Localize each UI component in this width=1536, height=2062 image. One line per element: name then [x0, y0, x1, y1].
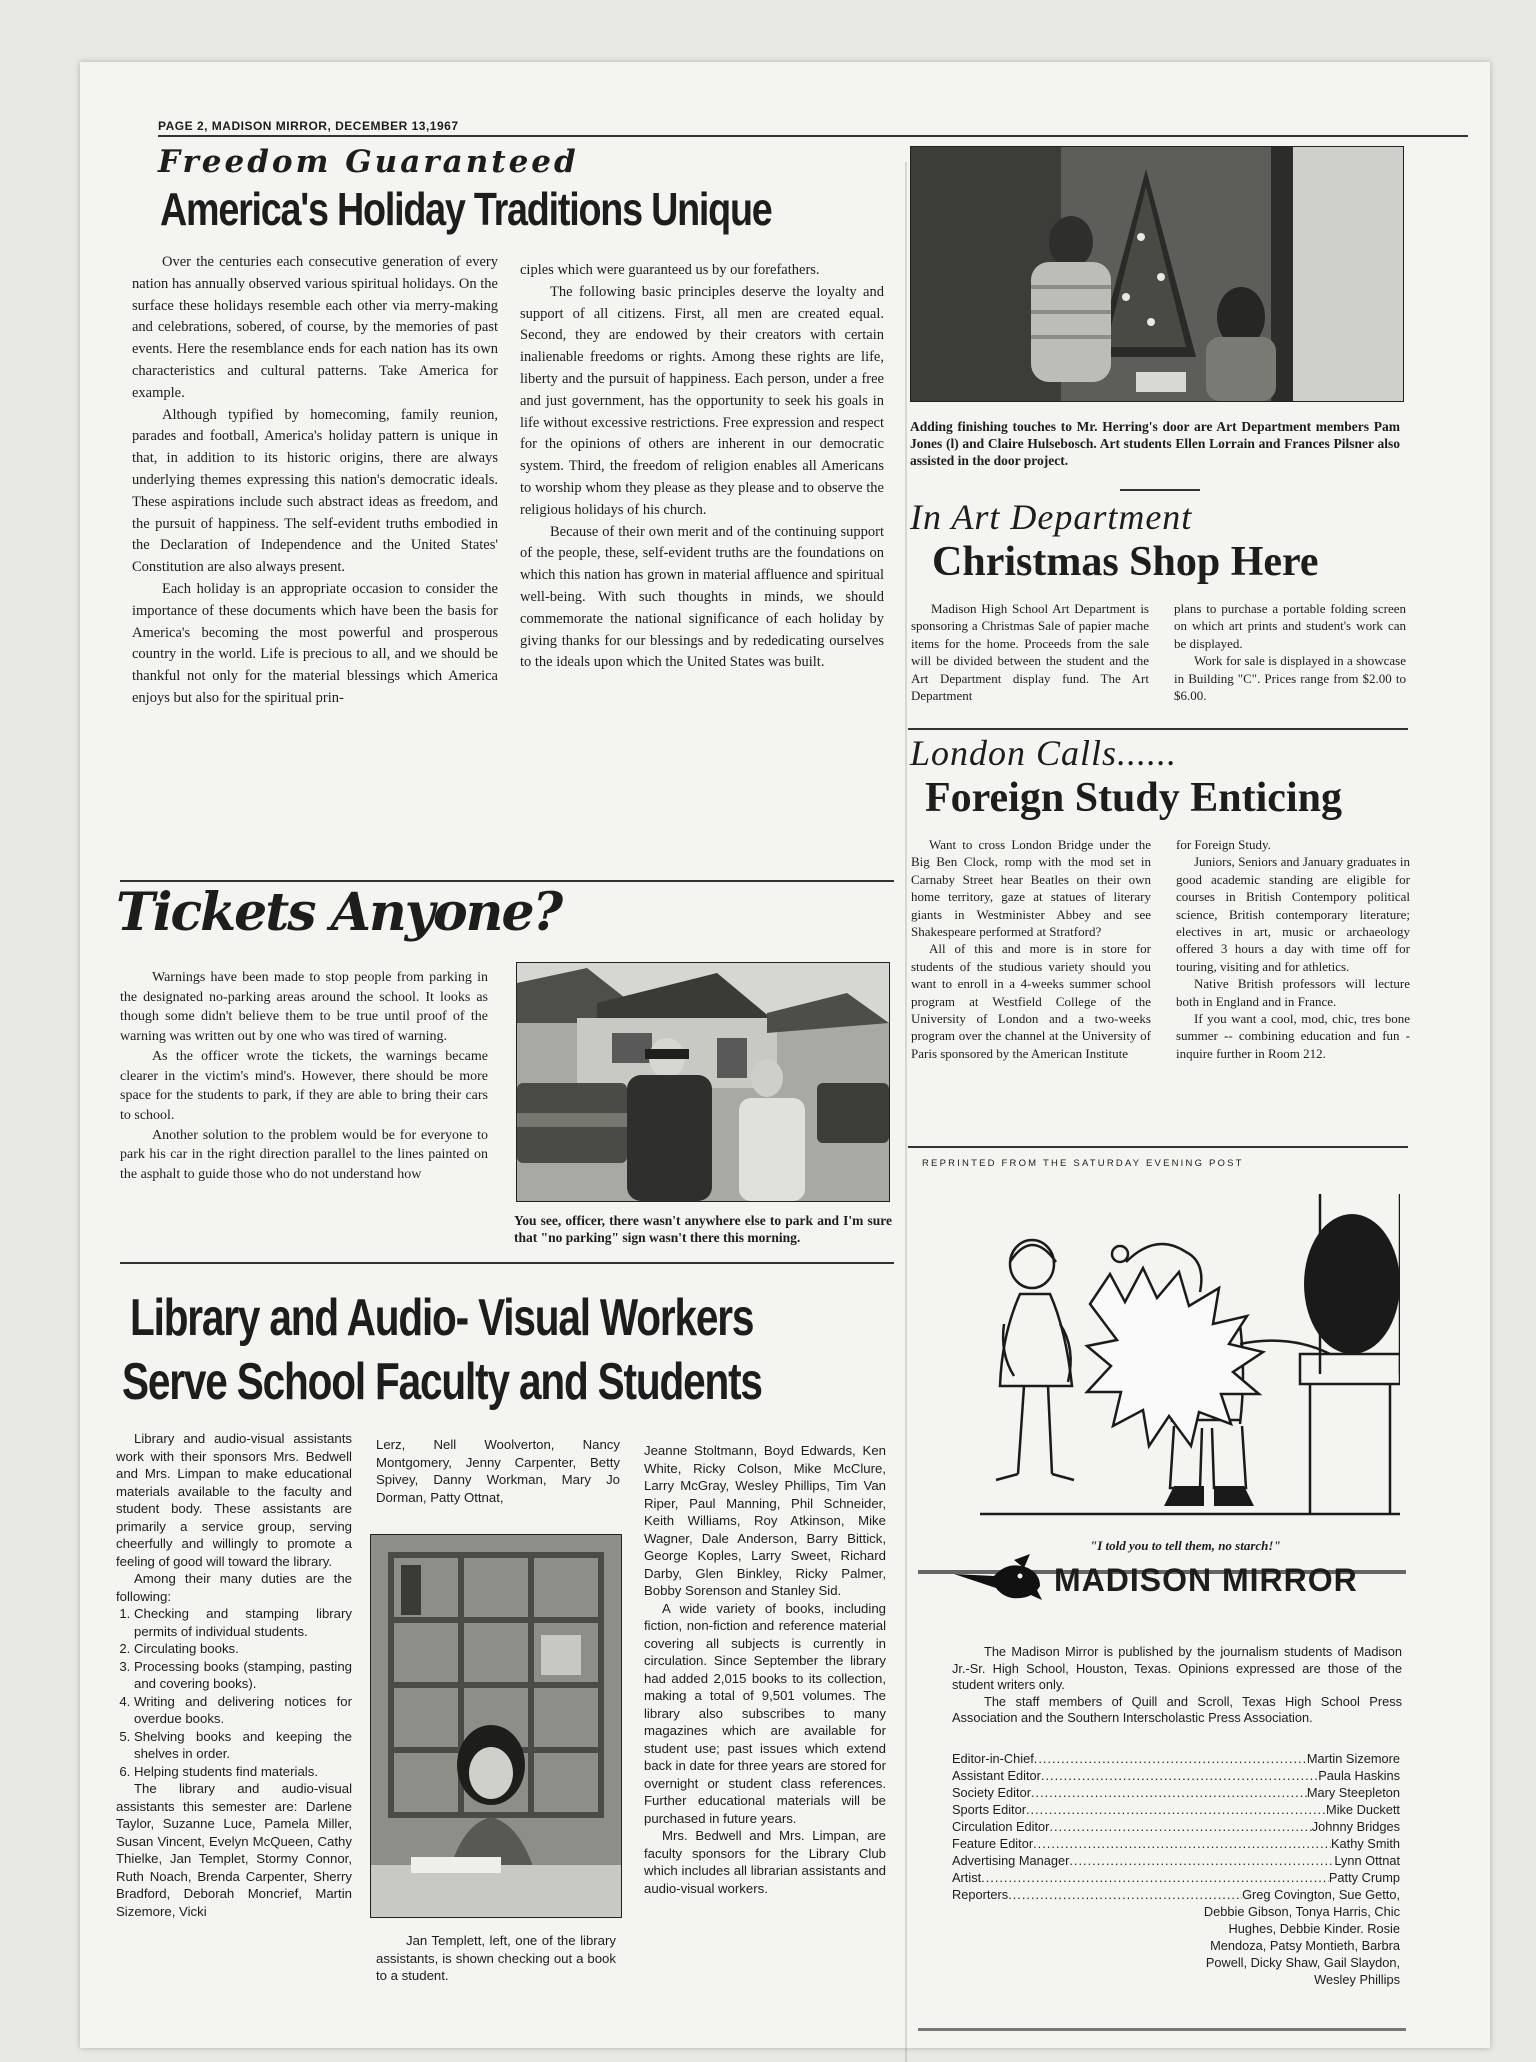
- parking-photo-image: [517, 963, 889, 1201]
- london-bottom-rule: [908, 1146, 1408, 1148]
- santa-cartoon-drawing: [960, 1174, 1400, 1534]
- staff-role: Artist: [952, 1870, 982, 1885]
- staff-row: [952, 1886, 1400, 1903]
- staff-leader: [1008, 1886, 1242, 1903]
- london-paragraph: for Foreign Study.: [1176, 837, 1271, 852]
- masthead-statement: [952, 1644, 1402, 1727]
- staff-row: [952, 1835, 1400, 1852]
- staff-leader: [1069, 1852, 1334, 1869]
- art-headline: Christmas Shop Here: [932, 539, 1319, 585]
- tickets-headline: Tickets Anyone?: [116, 882, 562, 943]
- duty-item: 5. Shelving books and keeping the shelves in order.: [134, 1728, 352, 1763]
- holiday-paragraph: The following basic principles deserve the loyalty and support of all citizens. First, all men are created equal. Second, they are endowed by their creators with certain inalienable freedoms or rights. Among these rights are life, liberty and the pursuit of happiness. Each person, under a free and just government, has the opportunity to seek his goals in life without excessive restrictions. Free expression and respect for the opinions of others are inherent in our democratic system. Third, the freedom of religion enables all Americans to worship whom they please as they please and to observe the religious holidays of his church.: [520, 283, 884, 518]
- london-headline: Foreign Study Enticing: [925, 775, 1342, 821]
- staff-row: [952, 1784, 1400, 1801]
- staff-row: [952, 1750, 1400, 1767]
- staff-role: Assistant Editor: [952, 1768, 1041, 1783]
- library-column-2: [376, 1436, 620, 1506]
- library-headline-line-2: Serve School Faculty and Students: [122, 1353, 762, 1411]
- staff-leader: [1049, 1818, 1311, 1835]
- staff-role: Feature Editor: [952, 1836, 1034, 1851]
- top-rule: [158, 135, 1468, 137]
- tickets-column: [120, 968, 488, 1185]
- library-paragraph: Library and audio-visual assistants work with their sponsors Mrs. Bedwell and Mrs. Limpan to make educational materials available to the faculty and student body. These assistants are primarily a service group, serving cheerfully and willingly to promote a feeling of good will toward the library.: [116, 1431, 352, 1569]
- london-paragraph: If you want a cool, mod, chic, tres bone summer -- combining education and fun - inquire further in Room 212.: [1176, 1011, 1410, 1061]
- staff-leader: [1034, 1750, 1307, 1767]
- library-duties-list: [116, 1605, 352, 1780]
- holiday-kicker: Freedom Guaranteed: [158, 144, 579, 180]
- staff-name: Greg Covington, Sue Getto,: [1242, 1887, 1400, 1902]
- library-headline-line-1: Library and Audio- Visual Workers: [130, 1289, 754, 1347]
- library-paragraph: Lerz, Nell Woolverton, Nancy Montgomery, Jenny Carpenter, Betty Spivey, Danny Workman, Mary Jo Dorman, Patty Ottnat,: [376, 1437, 620, 1505]
- staff-leader: [1033, 1835, 1331, 1852]
- staff-role: Sports Editor: [952, 1802, 1026, 1817]
- cartoon-credit: REPRINTED FROM THE SATURDAY EVENING POST: [922, 1158, 1244, 1169]
- library-photo-caption-text: Jan Templett, left, one of the library assistants, is shown checking out a book to a student.: [376, 1933, 616, 1983]
- library-column-3: [644, 1442, 886, 1897]
- staff-name: Mary Steepleton: [1306, 1785, 1400, 1800]
- holiday-column-2: [520, 260, 884, 674]
- staff-row: [952, 1818, 1400, 1835]
- art-paragraph: Madison High School Art Department is sponsoring a Christmas Sale of papier mache items for the home. Proceeds from the sale will be divided between the student and the Art Department display fund. The Art Department: [911, 601, 1149, 704]
- holiday-paragraph: ciples which were guaranteed us by our forefathers.: [520, 262, 820, 278]
- art-column-2: [1174, 600, 1406, 704]
- staff-name: Martin Sizemore: [1306, 1751, 1400, 1766]
- staff-role: Editor-in-Chief: [952, 1751, 1034, 1766]
- duty-item: 6. Helping students find materials.: [134, 1763, 352, 1781]
- london-paragraph: Juniors, Seniors and January graduates in good academic standing are eligible for courses in British Contempory political science, British contemporary literature; electives in art, music or archaeology offered 3 hours a day with time off for touring, visiting and for athletics.: [1176, 854, 1410, 974]
- masthead-statement-1: The Madison Mirror is published by the journalism students of Madison Jr.-Sr. High School, Houston, Texas. Opinions expressed are those of the student writers only.: [952, 1644, 1402, 1692]
- library-photo-caption: [376, 1932, 616, 1985]
- staff-box: [952, 1750, 1400, 1988]
- staff-row: [952, 1869, 1400, 1886]
- tickets-paragraph: Another solution to the problem would be for everyone to park his car in the right direction parallel to the lines painted on the asphalt to guide those who do not understand how: [120, 1127, 488, 1183]
- duty-item: 4. Writing and delivering notices for overdue books.: [134, 1693, 352, 1728]
- art-column-1: [911, 600, 1149, 704]
- london-paragraph: Native British professors will lecture both in England and in France.: [1176, 976, 1410, 1009]
- parking-ticket-photo: [516, 962, 890, 1202]
- art-bottom-rule: [908, 728, 1408, 730]
- marlin-logo-icon: [952, 1552, 1048, 1602]
- staff-role: Circulation Editor: [952, 1819, 1050, 1834]
- staff-row: [952, 1801, 1400, 1818]
- staff-leader: [1026, 1801, 1326, 1818]
- london-column-2: [1176, 836, 1410, 1062]
- masthead-bottom-rule: [918, 2028, 1406, 2031]
- holiday-paragraph: Over the centuries each consecutive generation of every nation has annually observed various spiritual holidays. On the surface these holidays resemble each other via merry-making and celebrations, sobered, of course, by the memories of past events. Here the resemblance ends for each nation has its own characteristics and cultural patterns. Take America for example.: [132, 254, 498, 401]
- tree-photo-image: [911, 147, 1403, 401]
- masthead-title: MADISON MIRROR: [1054, 1562, 1358, 1598]
- library-paragraph: Jeanne Stoltmann, Boyd Edwards, Ken White, Ricky Colson, Mike McClure, Larry McGray, Wesley Phillips, Tim Van Riper, Paul Manning, Phil Schneider, Keith Williams, Roy Atkinson, Mike Wagner, Dale Anderson, Barry Bittick, George Koples, Larry Sweet, Richard Darby, Glen Binkley, Ricky Palmer, Bobby Sorenson and Stanley Sid.: [644, 1443, 886, 1598]
- holiday-column-1: [132, 252, 498, 710]
- library-photo: [370, 1534, 622, 1918]
- staff-leader: [981, 1869, 1329, 1886]
- masthead-statement-2: The staff members of Quill and Scroll, Texas High School Press Association and the Southern Interscholastic Press Association.: [952, 1693, 1402, 1725]
- holiday-paragraph: Because of their own merit and of the continuing support of the people, these, self-evident truths are the foundations on which this nation has grown in material affluence and spiritual well-being. With such thoughts in minds, we should commemorate the national significance of each holiday by giving thanks for our blessings and by rededicating ourselves to the ideals upon which the United States was built.: [520, 523, 884, 671]
- staff-row: [952, 1852, 1400, 1869]
- library-column-1: [116, 1430, 352, 1920]
- staff-name: Paula Haskins: [1318, 1768, 1400, 1783]
- library-photo-image: [371, 1535, 621, 1917]
- staff-role: Society Editor: [952, 1785, 1031, 1800]
- parking-photo-caption: You see, officer, there wasn't anywhere else to park and I'm sure that "no parking" sign wasn't there this morning.: [514, 1213, 892, 1245]
- staff-name: Kathy Smith: [1331, 1836, 1400, 1851]
- library-paragraph: Mrs. Bedwell and Mrs. Limpan, are faculty sponsors for the Library Club which includes all librarian assistants and audio-visual workers.: [644, 1828, 886, 1896]
- london-paragraph: All of this and more is in store for students of the studious variety should you want to enroll in a 4-weeks summer school program at Westfield College of the University of London and a two-weeks program over the channel at the University of Paris sponsored by the American Institute: [911, 941, 1151, 1061]
- newspaper-page: [80, 62, 1490, 2048]
- holiday-paragraph: Each holiday is an appropriate occasion to consider the importance of these documents which have been the basis for America's becoming the most powerful and prosperous country in the world. Life is precious to all, and we should be thankful not only for the material blessings which America enjoys but also for the spiritual prin-: [132, 580, 498, 706]
- art-kicker: In Art Department: [910, 497, 1193, 537]
- staff-role: Advertising Manager: [952, 1853, 1070, 1868]
- duty-item: 1. Checking and stamping library permits of individual students.: [134, 1605, 352, 1640]
- duty-item: 3. Processing books (stamping, pasting and covering books).: [134, 1658, 352, 1693]
- staff-name: Mike Duckett: [1326, 1802, 1400, 1817]
- library-paragraph: A wide variety of books, including fiction, non-fiction and reference material covering all subjects is currently in circulation. Since September the library had added 2,015 books to its collection, making a total of 9,501 volumes. The library also subscribes to many magazines which are available for student use; past issues which extend back in date for three years are stored for overnight or student class references. Further educational materials will be purchased in future years.: [644, 1600, 886, 1826]
- london-column-1: [911, 836, 1151, 1062]
- staff-name: Patty Crump: [1328, 1870, 1400, 1885]
- christmas-tree-photo: [910, 146, 1404, 402]
- london-paragraph: Want to cross London Bridge under the Big Ben Clock, romp with the mod set in Carnaby Street hear Beatles on their own home territory, gaze at statues of literary giants in Westminister Abbey and see Shakespeare performed at Stratford?: [911, 837, 1151, 940]
- cartoon-caption: "I told you to tell them, no starch!": [1090, 1538, 1281, 1553]
- reporters-list: Debbie Gibson, Tonya Harris, Chic Hughes, Debbie Kinder. Rosie Mendoza, Patsy Montieth, Barbra Powell, Dicky Shaw, Gail Slaydon, Wesley Phillips: [1203, 1904, 1400, 1987]
- page-fold: [905, 162, 907, 2062]
- staff-role: Reporters: [952, 1887, 1009, 1902]
- library-paragraph: Among their many duties are the following:: [116, 1571, 352, 1604]
- staff-name: Johnny Bridges: [1311, 1819, 1400, 1834]
- folio-line: PAGE 2, MADISON MIRROR, DECEMBER 13,1967: [158, 119, 459, 133]
- holiday-paragraph: Although typified by homecoming, family reunion, parades and football, America's holiday pattern is unique in that, in addition to its historic origins, there are always underlying themes expressing this nation's democratic ideals. These aspirations include such abstract ideas as freedom, and the pursuit of happiness. The self-evident truths embodied in the Declaration of Independence and the United States' Constitution are also always present.: [132, 406, 498, 576]
- tickets-paragraph: Warnings have been made to stop people from parking in the designated no-parking areas around the school. It looks as though some didn't believe them to be true until proof of the warning was written out by one who was tired of warning.: [120, 970, 488, 1045]
- staff-name: Lynn Ottnat: [1334, 1853, 1400, 1868]
- london-kicker: London Calls......: [910, 733, 1178, 773]
- marlin-logo-drawing: [952, 1552, 1048, 1602]
- staff-leader: [1041, 1767, 1318, 1784]
- santa-cartoon: [960, 1174, 1400, 1534]
- staff-leader: [1031, 1784, 1307, 1801]
- tickets-paragraph: As the officer wrote the tickets, the warnings became clearer in the victim's mind's. However, there should be more space for the students to park, if they are able to bring their cars to school.: [120, 1048, 488, 1123]
- caption-divider: [1120, 489, 1200, 491]
- art-paragraph: plans to purchase a portable folding screen on which art prints and student's work can be displayed.: [1174, 601, 1406, 651]
- holiday-headline: America's Holiday Traditions Unique: [160, 183, 772, 235]
- staff-row: [952, 1767, 1400, 1784]
- library-paragraph: The library and audio-visual assistants this semester are: Darlene Taylor, Suzanne Luce, Pamela Miller, Susan Vincent, Evelyn McQueen, Cathy Thielke, Jan Templet, Stormy Connor, Ruth Noach, Brenda Carpenter, Sherry Bradford, Deborah Moncrief, Martin Sizemore, Vicki: [116, 1781, 352, 1919]
- duty-item: 2. Circulating books.: [134, 1640, 352, 1658]
- tickets-bottom-rule: [120, 1262, 894, 1264]
- art-paragraph: Work for sale is displayed in a showcase in Building "C". Prices range from $2.00 to $6.00.: [1174, 653, 1406, 704]
- tree-photo-caption: Adding finishing touches to Mr. Herring's door are Art Department members Pam Jones (l) and Claire Hulsebosch. Art students Ellen Lorrain and Frances Pilsner also assisted in the door project.: [910, 419, 1400, 468]
